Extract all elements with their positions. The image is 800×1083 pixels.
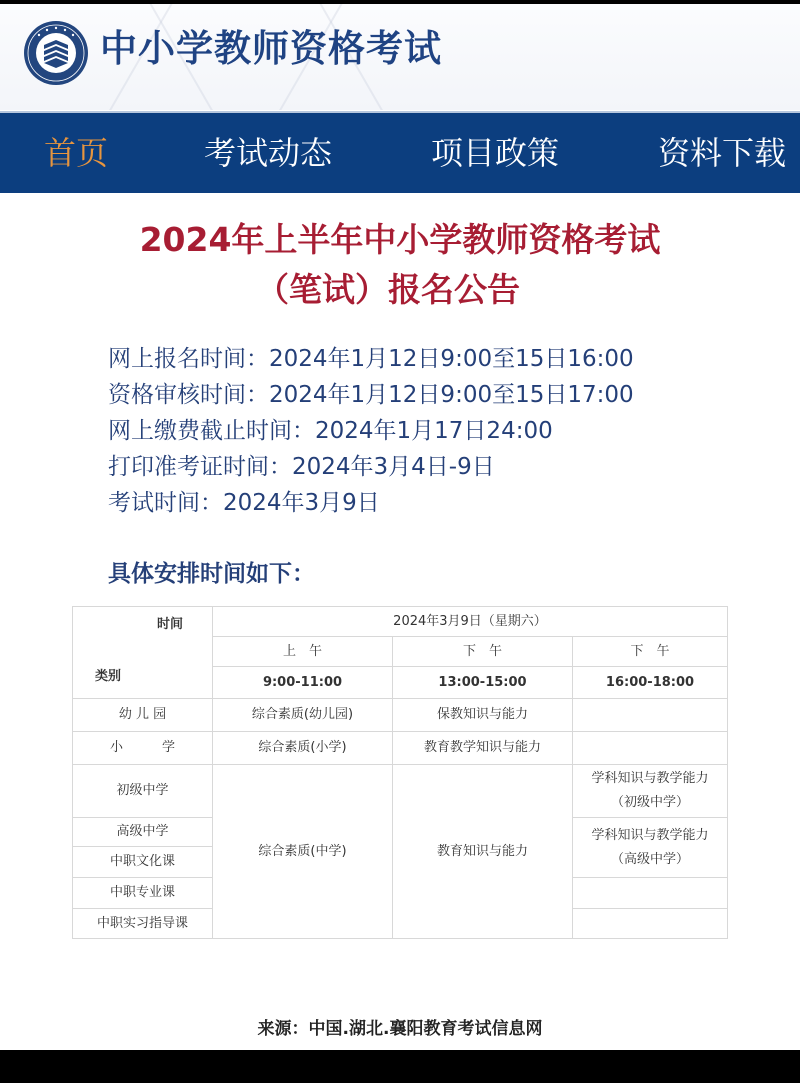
period-pm1-label: 下 午 (393, 637, 573, 667)
exam-schedule-table (72, 606, 728, 939)
subject-kindergarten-am: 综合素质(幼儿园) (213, 699, 393, 732)
period-am-label: 上 午 (213, 637, 393, 667)
subject-secondary-am: 综合素质(中学) (213, 765, 393, 938)
subject-junior-pm2-line2: （初级中学） (610, 795, 689, 810)
nav-policy[interactable]: 项目政策 (431, 134, 560, 172)
subject-vocational-practice-pm2 (573, 909, 727, 938)
category-vocational-culture: 中职文化课 (73, 847, 213, 878)
teacher-exam-seal-icon[interactable] (23, 20, 89, 86)
schedule-payment-deadline: 网上缴费截止时间：2024年1月17日24:00 (108, 418, 553, 444)
schedule-list (108, 341, 634, 521)
site-header (0, 4, 800, 110)
category-vocational-major: 中职专业课 (73, 878, 213, 909)
page (0, 4, 800, 1050)
arrangement-heading: 具体安排时间如下： (108, 561, 315, 587)
nav-exam-news[interactable]: 考试动态 (204, 134, 333, 172)
main-nav (0, 111, 800, 193)
source-credit: 来源：中国.湖北.襄阳教育考试信息网 (257, 1019, 543, 1039)
corner-time-label: 时间 (157, 617, 184, 632)
category-vocational-practice: 中职实习指导课 (73, 909, 213, 938)
period-pm2-label: 下 午 (573, 637, 727, 667)
subject-secondary-pm1: 教育知识与能力 (393, 765, 573, 938)
category-senior-high: 高级中学 (73, 818, 213, 847)
table-corner (73, 607, 213, 699)
announcement-title-line2: （笔试）报名公告 (256, 270, 520, 309)
schedule-qualification-review: 资格审核时间：2024年1月12日9:00至15日17:00 (108, 382, 634, 408)
period-pm1-time: 13:00-15:00 (393, 667, 573, 699)
category-primary: 小 学 (73, 732, 213, 765)
period-am-time: 9:00-11:00 (213, 667, 393, 699)
site-title: 中小学教师资格考试 (100, 27, 442, 70)
nav-home[interactable]: 首页 (44, 134, 109, 172)
subject-senior-pm2 (573, 818, 727, 878)
schedule-online-registration: 网上报名时间：2024年1月12日9:00至15日16:00 (108, 346, 634, 372)
subject-primary-am: 综合素质(小学) (213, 732, 393, 765)
subject-junior-pm2 (573, 765, 727, 818)
announcement-title-line1: 2024年上半年中小学教师资格考试 (139, 220, 661, 259)
period-pm2-time: 16:00-18:00 (573, 667, 727, 699)
subject-vocational-major-pm2 (573, 878, 727, 909)
subject-senior-pm2-line2: （高级中学） (610, 851, 689, 867)
subject-primary-pm2 (573, 732, 727, 765)
subject-junior-pm2-line1: 学科知识与教学能力 (591, 771, 709, 786)
date-header: 2024年3月9日（星期六） (213, 607, 727, 637)
corner-category-label: 类别 (95, 669, 122, 684)
subject-primary-pm1: 教育教学知识与能力 (393, 732, 573, 765)
schedule-exam-date: 考试时间：2024年3月9日 (108, 490, 380, 516)
schedule-admission-ticket: 打印准考证时间：2024年3月4日-9日 (108, 454, 495, 480)
category-junior-high: 初级中学 (73, 765, 213, 818)
nav-downloads[interactable]: 资料下载 (658, 134, 787, 172)
category-kindergarten: 幼 儿 园 (73, 699, 213, 732)
subject-kindergarten-pm1: 保教知识与能力 (393, 699, 573, 732)
subject-senior-pm2-line1: 学科知识与教学能力 (591, 827, 709, 843)
subject-kindergarten-pm2 (573, 699, 727, 732)
